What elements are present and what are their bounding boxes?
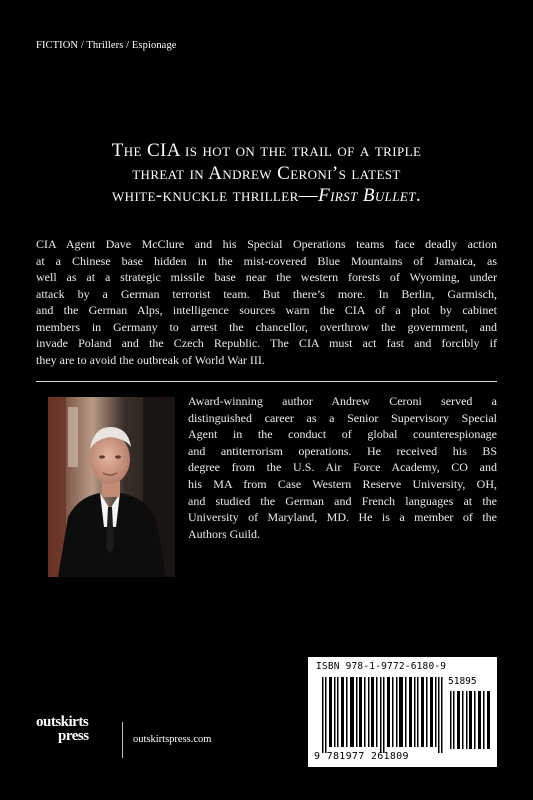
- bio-line: his MA from Case Western Reserve University, OH,: [188, 476, 497, 491]
- author-photo: [48, 397, 175, 577]
- bio-line: University of Maryland, MD. He is a member of the: [188, 510, 497, 525]
- headline: [36, 140, 497, 208]
- isbn-number: ISBN 978-1-9772-6180-9: [316, 661, 447, 672]
- blurb-line: members in Germany to arrest the chancellor, overthrow the government, and: [36, 319, 497, 334]
- author-bio: [188, 393, 497, 542]
- logo-text-top: outskirts: [36, 714, 89, 730]
- headline-line: [36, 185, 497, 208]
- ean-digits: 9 781977 261809: [314, 751, 409, 762]
- isbn-barcode: [308, 657, 497, 767]
- book-title: First Bullet: [318, 185, 416, 206]
- blurb-line: and the German Alps, intelligence sources warn the CIA of a plot by cabinet: [36, 303, 497, 317]
- logo-text-bottom: press: [58, 728, 89, 744]
- headline-line-prefix: white-knuckle thriller—: [111, 185, 319, 206]
- blurb-line: they are to avoid the outbreak of World War III.: [36, 352, 265, 367]
- price-barcode-bars: [450, 691, 492, 749]
- headline-line-suffix: .: [415, 185, 421, 206]
- bio-line: and antiterrorism operations. He received his BS: [188, 443, 497, 458]
- headline-line: threat in Andrew Ceroni’s latest: [132, 162, 401, 184]
- publisher-website: outskirtspress.com: [133, 734, 212, 745]
- ean-barcode-bars: [322, 677, 444, 753]
- price-code: 51895: [448, 676, 477, 687]
- bio-line: Award-winning author Andrew Ceroni served a: [188, 394, 497, 408]
- logo-divider: [122, 722, 123, 758]
- bio-line: Agent in the conduct of global counterespionage: [188, 427, 497, 442]
- blurb-line: CIA Agent Dave McClure and his Special Operations teams face deadly action: [36, 237, 497, 251]
- bio-line: degree from the U.S. Air Force Academy, CO and: [188, 460, 497, 475]
- category-label: FICTION / Thrillers / Espionage: [36, 40, 177, 51]
- synopsis-blurb: [36, 236, 497, 368]
- blurb-line: at a Chinese base hidden in the mist-covered Blue Mountains of Jamaica, as: [36, 253, 497, 268]
- bio-line: and studied the German and French languages at the: [188, 493, 497, 508]
- blurb-line: attack by a German terrorist team. But there’s more. In Berlin, Garmisch,: [36, 286, 497, 301]
- blurb-line: well as at a strategic missile base near the western forests of Wyoming, under: [36, 270, 497, 284]
- headline-line: The CIA is hot on the trail of a triple: [111, 140, 422, 161]
- divider-rule: [36, 381, 497, 382]
- bio-line: Authors Guild.: [188, 526, 260, 541]
- blurb-line: invade Poland and the Czech Republic. The CIA must act fast and forcibly if: [36, 336, 497, 350]
- publisher-logo: [36, 714, 116, 762]
- bio-line: distinguished career as a Senior Supervisory Special: [188, 410, 497, 425]
